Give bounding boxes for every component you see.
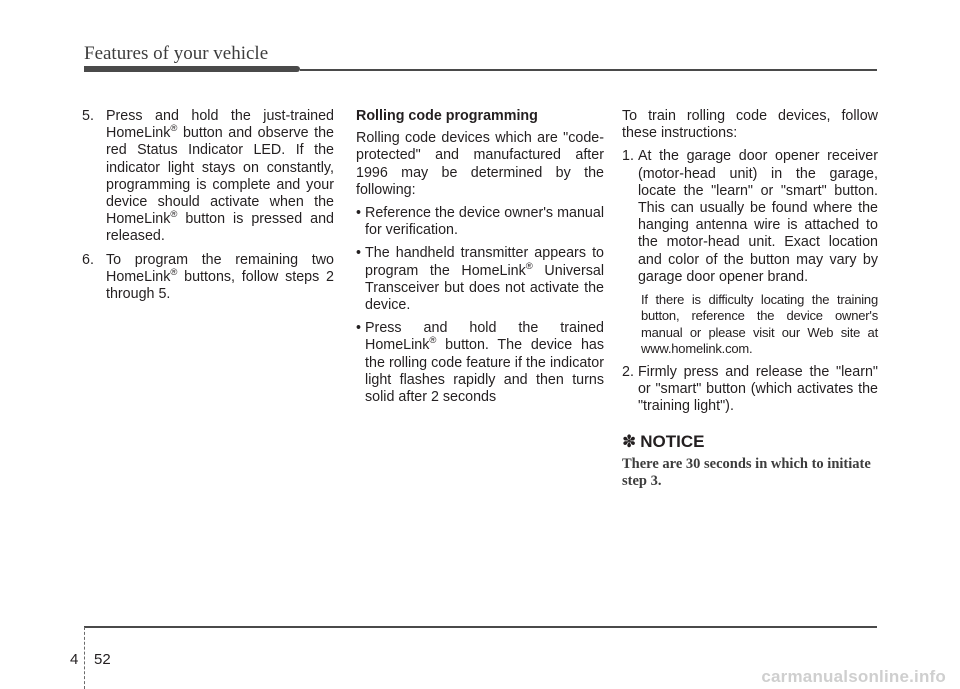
step-text: Firmly press and release the "learn" or "smart" button (which activates the "training light"). bbox=[637, 363, 878, 415]
bullet-text: Press and hold the trained HomeLink® button. The device has the rolling code feature if the indicator light flashes rapidly and then turns solid after 2 seconds bbox=[365, 320, 604, 406]
footer-rule bbox=[84, 626, 877, 628]
step-number: 1. bbox=[622, 148, 634, 165]
section-heading: Rolling code programming bbox=[356, 108, 538, 124]
page-number: 52 bbox=[94, 651, 111, 668]
column-1 bbox=[82, 108, 334, 309]
notice-label: NOTICE bbox=[640, 432, 705, 452]
bullet-item bbox=[356, 245, 604, 314]
step-2 bbox=[622, 364, 878, 416]
bullet-icon: • bbox=[356, 205, 362, 222]
step-text: To program the remaining two HomeLink® buttons, follow steps 2 through 5. bbox=[106, 251, 334, 303]
notice-heading bbox=[622, 433, 878, 450]
step-text: Press and hold the just-trained HomeLink® button and observe the red Status Indicator LED. If the indicator light stays on constantly, programming is complete and your device should activate when the HomeLink® button is pressed and released. bbox=[106, 108, 334, 245]
header-rule-thick bbox=[84, 66, 300, 72]
chapter-number: 4 bbox=[70, 651, 79, 668]
bullet-item bbox=[356, 205, 604, 239]
bullet-text: Reference the device owner's manual for verification. bbox=[365, 205, 604, 239]
registered-mark: ® bbox=[525, 260, 533, 272]
step-5 bbox=[82, 108, 334, 246]
intro-paragraph: Rolling code devices which are "code-protected" and manufactured after 1996 may be determined by the following: bbox=[356, 130, 604, 198]
step-number: 5. bbox=[82, 108, 94, 124]
bullet-icon: • bbox=[356, 245, 362, 262]
step-note: If there is difficulty locating the training button, reference the device owner's manual or please visit our Web site at www.homelink.com. bbox=[641, 292, 878, 357]
step-text: At the garage door opener receiver (motor-head unit) in the garage, locate the "learn" or "smart" button. This can usually be found where the hanging antenna wire is attached to the motor-head unit. Exact location and color of the button may vary by garage door opener brand. bbox=[637, 148, 878, 285]
bullet-text: The handheld transmitter appears to program the HomeLink® Universal Transceiver but does not activate the device. bbox=[365, 245, 605, 314]
column-3 bbox=[622, 108, 878, 490]
step-6 bbox=[82, 252, 334, 304]
header-rule-thin bbox=[300, 69, 877, 71]
registered-mark: ® bbox=[429, 335, 437, 347]
bullet-icon: • bbox=[356, 320, 362, 337]
registered-mark: ® bbox=[170, 267, 178, 279]
watermark: carmanualsonline.info bbox=[761, 667, 946, 686]
column-2 bbox=[356, 108, 604, 412]
bullet-item bbox=[356, 320, 604, 406]
registered-mark: ® bbox=[170, 209, 178, 221]
registered-mark: ® bbox=[170, 123, 178, 135]
notice-text: There are 30 seconds in which to initiate step 3. bbox=[622, 456, 871, 490]
page-section-title: Features of your vehicle bbox=[84, 43, 269, 64]
notice-icon: ✽ bbox=[622, 432, 637, 452]
step-number: 6. bbox=[82, 251, 94, 268]
intro-paragraph: To train rolling code devices, follow these instructions: bbox=[622, 108, 878, 142]
step-number: 2. bbox=[622, 363, 634, 380]
footer-divider bbox=[84, 627, 85, 689]
step-1 bbox=[622, 148, 878, 286]
